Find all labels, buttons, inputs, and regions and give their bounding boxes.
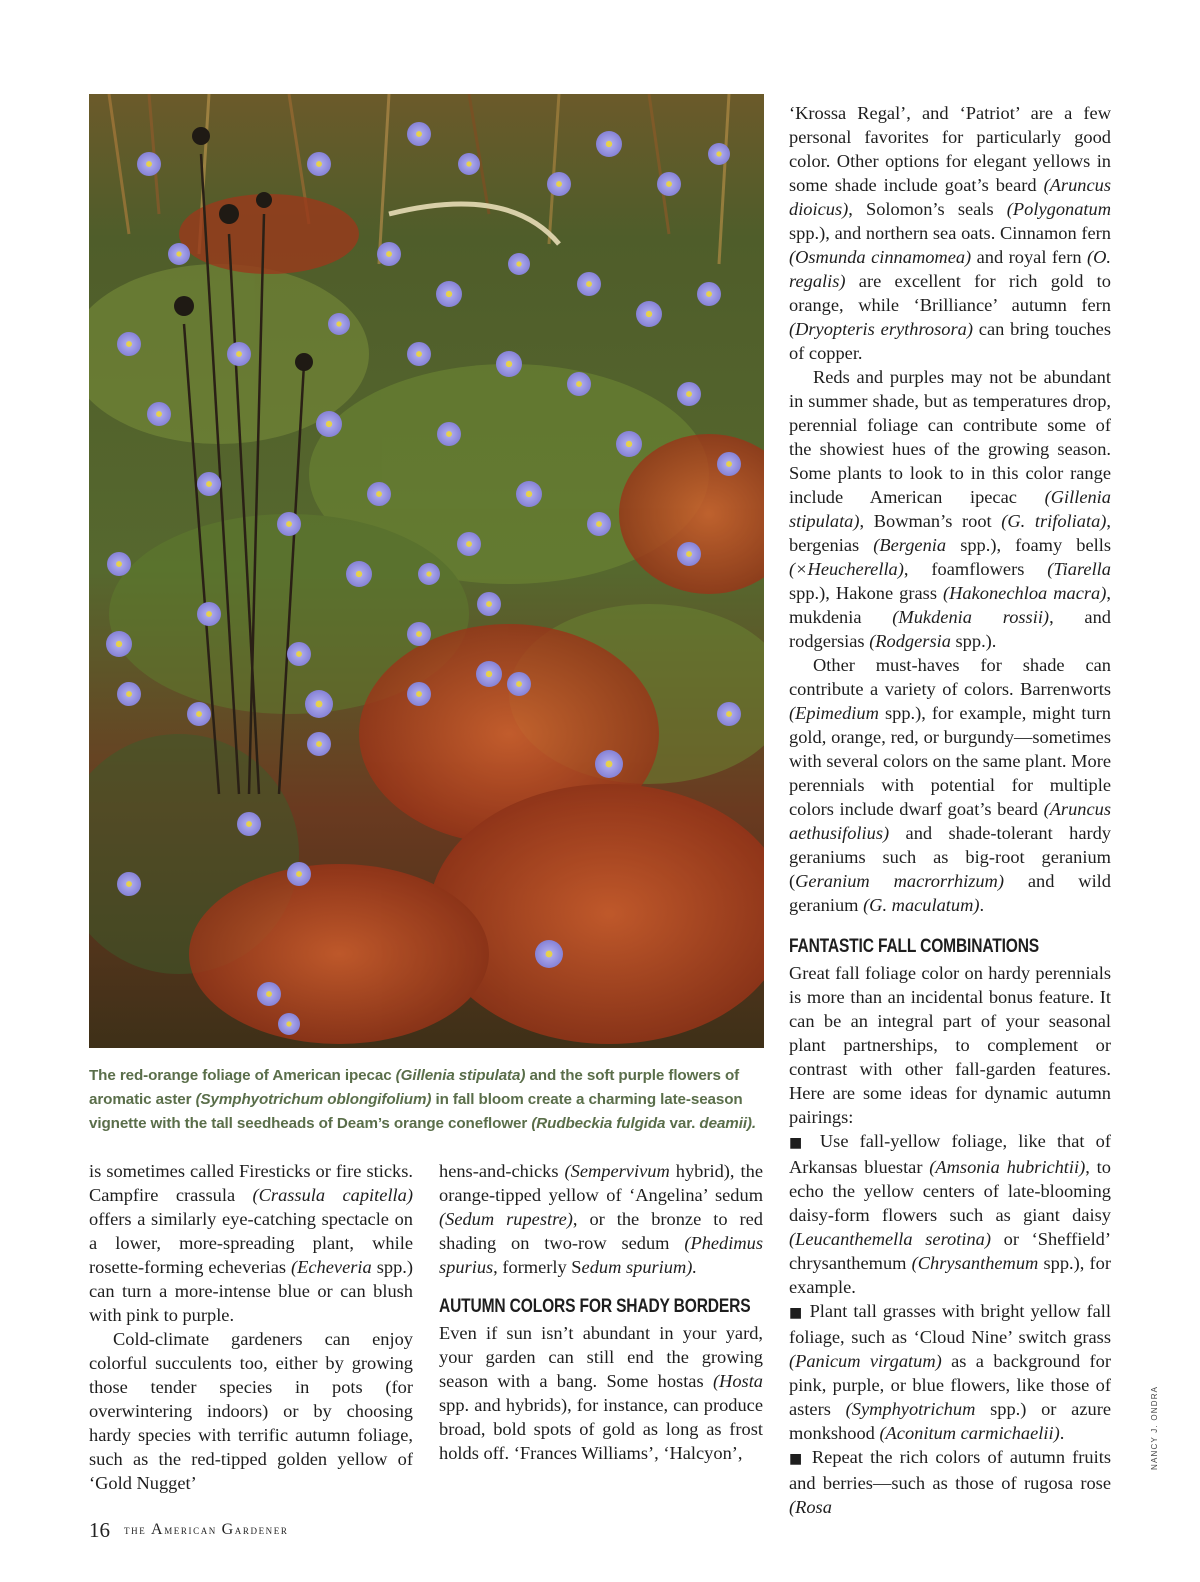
list-item: ■ Plant tall grasses with bright yellow fall foliage, such as ‘Cloud Nine’ switch grass (Panicum virgatum) as a background for pink, purple, or blue flowers, like those of asters (Symphyotrichum spp.) or azure monkshood (Aconitum carmichaelii). bbox=[789, 1301, 1111, 1443]
list-item: ■ Use fall-yellow foliage, like that of Arkansas bluestar (Amsonia hubrichtii), to echo the yellow centers of late-blooming daisy-form flowers such as giant daisy (Leucanthemella serotina) or ‘Sheffield’ chrysanthemum (Chrysanthemum spp.), for example. bbox=[789, 1131, 1111, 1297]
garden-photo bbox=[89, 94, 764, 1048]
section-heading-fall-combinations: FANTASTIC FALL COMBINATIONS bbox=[789, 936, 1040, 957]
bullet-square-icon: ■ bbox=[789, 1305, 804, 1321]
paragraph: is sometimes called Firesticks or fire sticks. Campfire crassula (Crassula capitella) offers a similarly eye-catching spectacle on a lower, more-spreading plant, while rosette-forming echeverias (Echeveria spp.) can turn a more-intense blue or can blush with pink to purple. bbox=[89, 1161, 413, 1325]
caption-italic: (Rudbeckia fulgida bbox=[531, 1115, 666, 1132]
paragraph: Cold-climate gardeners can enjoy colorful succulents too, either by growing those tender species in pots (for overwintering indoors) or by choosing hardy species with terrific autumn foliage, such as the red-tipped golden yellow of ‘Gold Nugget’ bbox=[89, 1329, 413, 1493]
paragraph: Even if sun isn’t abundant in your yard, your garden can still end the growing season with a bang. Some hostas (Hosta spp. and hybrids), for instance, can produce broad, bold spots of gold as long as frost holds off. ‘Frances Williams’, ‘Halcyon’, bbox=[439, 1323, 763, 1463]
list-item: ■ Repeat the rich colors of autumn fruits and berries—such as those of rugosa rose (Rosa bbox=[789, 1447, 1111, 1517]
garden-photo-icon bbox=[89, 94, 764, 1048]
caption-text: in fall bloom create a charming late-season vignette with the tall seedheads of Deam’s orange coneflower bbox=[89, 1091, 743, 1132]
caption-text: and the soft purple flowers of aromatic aster bbox=[89, 1067, 740, 1108]
caption-text: The red-orange foliage of American ipecac bbox=[89, 1067, 396, 1084]
text-column-right bbox=[789, 101, 1111, 1519]
bullet-square-icon: ■ bbox=[789, 1135, 809, 1151]
page-number: 16 bbox=[89, 1518, 110, 1542]
paragraph: Other must-haves for shade can contribute a variety of colors. Barrenworts (Epimedium spp.), for example, might turn gold, orange, red, or burgundy—sometimes with several colors on the same plant. More perennials with potential for multiple colors include dwarf goat’s beard (Aruncus aethusifolius) and shade-tolerant hardy geraniums such as big-root geranium (Geranium macrorrhizum) and wild geranium (G. maculatum). bbox=[789, 655, 1111, 915]
magazine-title: the American Gardener bbox=[124, 1521, 289, 1538]
bullet-square-icon: ■ bbox=[789, 1451, 805, 1467]
caption-italic: (Symphyotrichum oblongifolium) bbox=[195, 1091, 432, 1108]
caption-italic: (Gillenia stipulata) bbox=[395, 1067, 526, 1084]
text-column-left bbox=[89, 1159, 413, 1495]
paragraph: ‘Krossa Regal’, and ‘Patriot’ are a few personal favorites for particularly good color. Other options for elegant yellows in some shade include goat’s beard (Aruncus dioicus), Solomon’s seals (Polygonatum spp.), and northern sea oats. Cinnamon fern (Osmunda cinnamomea) and royal fern (O. regalis) are excellent for rich gold to orange, while ‘Brilliance’ autumn fern (Dryopteris erythrosora) can bring touches of copper. bbox=[789, 103, 1112, 363]
caption-italic: deamii). bbox=[699, 1115, 757, 1132]
page-footer bbox=[89, 1518, 288, 1542]
paragraph: hens-and-chicks (Sempervivum hybrid), the orange-tipped yellow of ‘Angelina’ sedum (Sedum rupestre), or the bronze to red shading on two-row sedum (Phedimus spurius, formerly Sedum spurium). bbox=[439, 1161, 763, 1277]
section-heading-shady-borders: AUTUMN COLORS FOR SHADY BORDERS bbox=[439, 1296, 751, 1317]
caption-text: var. bbox=[665, 1115, 700, 1132]
text-column-middle bbox=[439, 1159, 763, 1465]
paragraph: Reds and purples may not be abundant in summer shade, but as temperatures drop, perennial foliage can contribute some of the showiest hues of the growing season. Some plants to look to in this color range include American ipecac (Gillenia stipulata), Bowman’s root (G. trifoliata), bergenias (Bergenia spp.), foamy bells (×Heucherella), foamflowers (Tiarella spp.), Hakone grass (Hakonechloa macra), mukdenia (Mukdenia rossii), and rodgersias (Rodgersia spp.). bbox=[789, 367, 1111, 651]
photo-credit: NANCY J. ONDRA bbox=[1150, 1385, 1159, 1470]
photo-caption bbox=[89, 1064, 764, 1136]
paragraph: Great fall foliage color on hardy perennials is more than an incidental bonus feature. It can be an integral part of your seasonal plant partnerships, to complement or contrast with other fall-garden features. Here are some ideas for dynamic autumn pairings: bbox=[789, 963, 1111, 1127]
